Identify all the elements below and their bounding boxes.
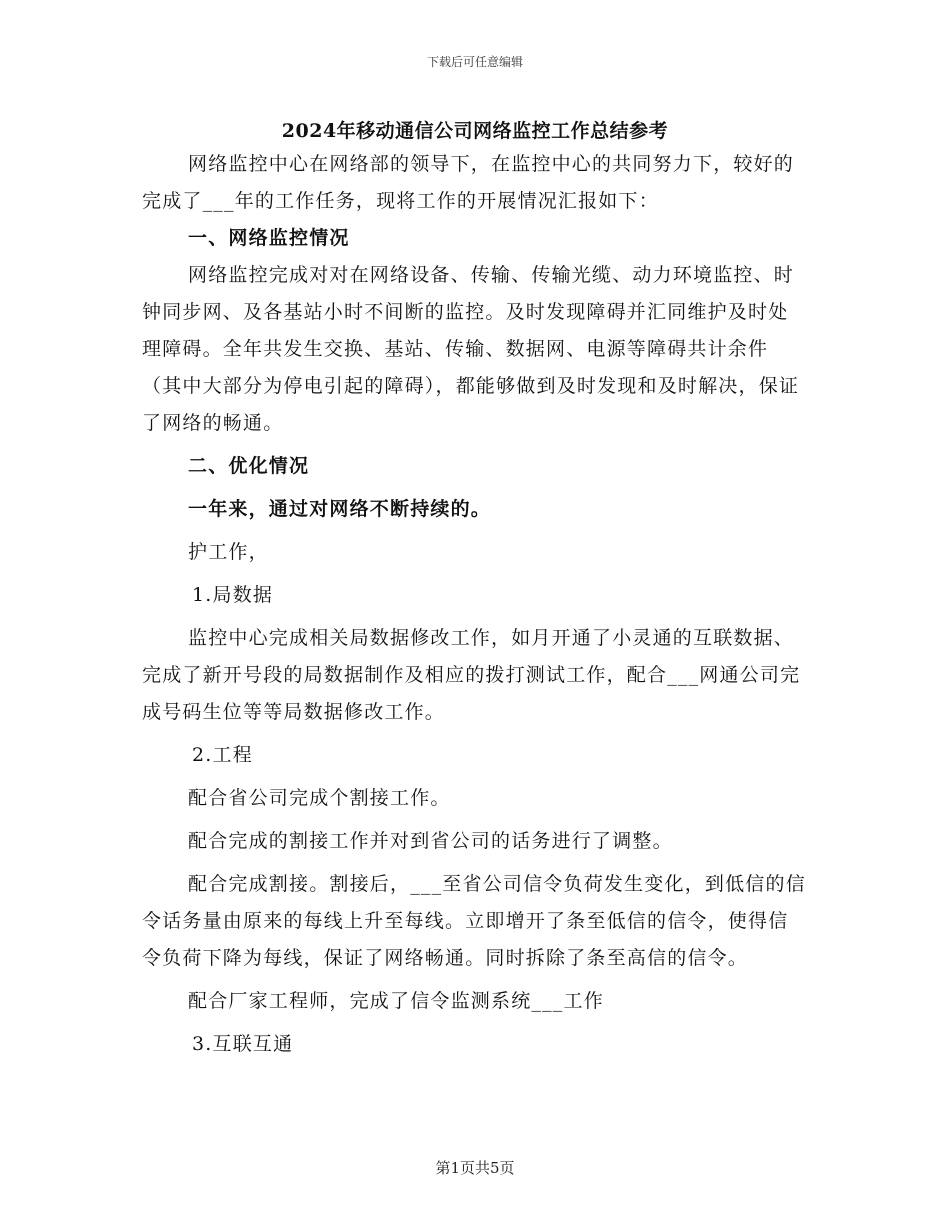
optimization-lead-text: 一年来，通过对网络不断持续的。 — [188, 498, 492, 520]
document-title: 2024年移动通信公司网络监控工作总结参考 — [281, 120, 669, 142]
maintenance-text: 护工作， — [188, 541, 269, 563]
document-body — [142, 146, 808, 1063]
header-note: 下载后可任意编辑 — [426, 55, 523, 69]
subheading-office-data: 1.局数据 — [192, 584, 274, 606]
page-footer: 第1页共5页 — [435, 1159, 515, 1177]
office-data-paragraph: 监控中心完成相关局数据修改工作，如月开通了小灵通的互联数据、完成了新开号段的局数据制作及相应的拨打测试工作，配合___网通公司完成号码生位等等局数据修改工作。 — [142, 627, 801, 723]
engineering-paragraph-4: 配合厂家工程师，完成了信令监测系统___工作 — [188, 990, 604, 1012]
subheading-interconnection: 3.互联互通 — [192, 1033, 294, 1055]
section-heading-optimization: 二、优化情况 — [188, 455, 310, 477]
engineering-paragraph-2: 配合完成的割接工作并对到省公司的话务进行了调整。 — [188, 830, 673, 852]
intro-paragraph: 网络监控中心在网络部的领导下，在监控中心的共同努力下，较好的完成了___年的工作任务，现将工作的开展情况汇报如下： — [142, 153, 795, 212]
monitoring-paragraph: 网络监控完成对对在网络设备、传输、传输光缆、动力环境监控、时钟同步网、及各基站小时不间断的监控。及时发现障碍并汇同维护及时处理障碍。全年共发生交换、基站、传输、数据网、电源等障碍共计余件（其中大部分为停电引起的障碍），都能够做到及时发现和及时解决，保证了网络的畅通。 — [142, 264, 800, 434]
section-heading-monitoring: 一、网络监控情况 — [188, 227, 350, 249]
engineering-paragraph-3: 配合完成割接。割接后，___至省公司信令负荷发生变化，到低信的信令话务量由原来的每线上升至每线。立即增开了条至低信的信令，使得信令负荷下降为每线，保证了网络畅通。同时拆除了条至高信的信令。 — [142, 873, 806, 969]
subheading-engineering: 2.工程 — [192, 744, 253, 766]
engineering-paragraph-1: 配合省公司完成个割接工作。 — [188, 787, 451, 809]
